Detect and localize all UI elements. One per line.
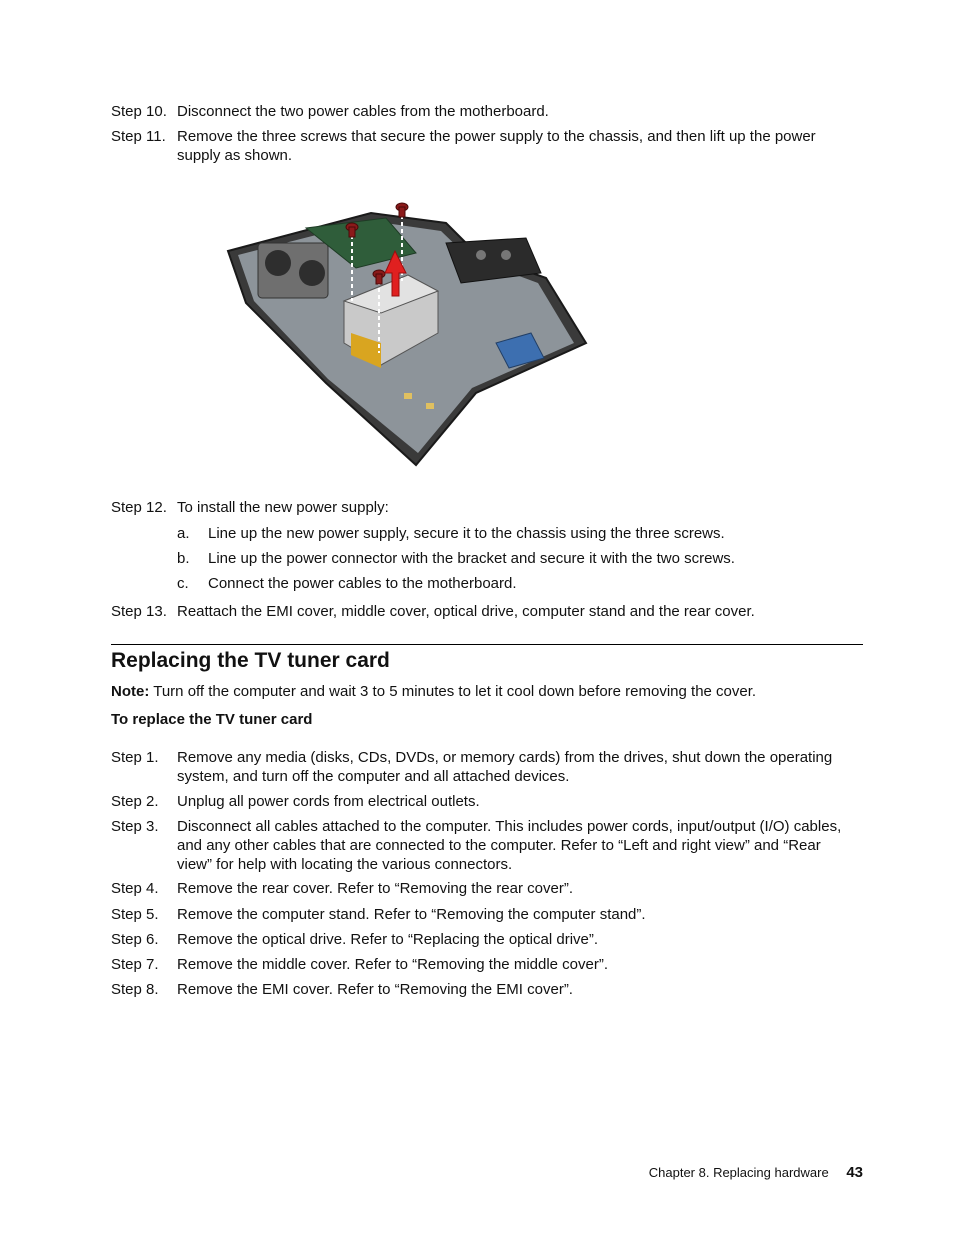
step-4 [111, 879, 863, 898]
step-number: Step 1. [111, 749, 159, 766]
note-text: Turn off the computer and wait 3 to 5 minutes to let it cool down before removing the cover. [153, 683, 757, 700]
section-title: Replacing the TV tuner card [111, 649, 390, 672]
substep-text: Connect the power cables to the motherboard. [208, 575, 517, 592]
step-text: Disconnect all cables attached to the computer. This includes power cords, input/output (I/O) cables, and any other cables that are connected to the computer. Refer to “Left and right view” and “Rear view” for help with locating the various connectors. [177, 818, 842, 873]
step-number: Step 7. [111, 956, 159, 973]
step-number: Step 5. [111, 906, 159, 923]
step-number: Step 4. [111, 880, 159, 897]
step-text: Unplug all power cords from electrical outlets. [177, 793, 480, 810]
step-text: Remove any media (disks, CDs, DVDs, or memory cards) from the drives, shut down the operating system, and turn off the computer and all attached devices. [177, 749, 833, 785]
step-text: Remove the optical drive. Refer to “Replacing the optical drive”. [177, 931, 599, 948]
step-6 [111, 930, 863, 949]
substep-text: Line up the power connector with the bracket and secure it with the two screws. [208, 550, 735, 567]
substep-c [177, 574, 863, 593]
step-number: Step 13. [111, 603, 167, 620]
step-3 [111, 817, 863, 874]
section-divider [111, 644, 863, 645]
step-text: Remove the middle cover. Refer to “Removing the middle cover”. [177, 956, 609, 973]
step-text: Remove the three screws that secure the power supply to the chassis, and then lift up the power supply as shown. [177, 128, 816, 164]
step-text: Remove the rear cover. Refer to “Removing the rear cover”. [177, 880, 573, 897]
substep-text: Line up the new power supply, secure it to the chassis using the three screws. [208, 525, 725, 542]
note-label: Note: [111, 683, 150, 700]
substep-b [177, 549, 863, 568]
footer-chapter: Chapter 8. Replacing hardware [648, 1165, 829, 1180]
step-text: Reattach the EMI cover, middle cover, optical drive, computer stand and the rear cover. [177, 603, 755, 620]
step-12 [111, 498, 863, 517]
power-supply-removal-figure [176, 183, 643, 488]
step-10 [111, 102, 863, 121]
note [111, 682, 756, 701]
step-number: Step 6. [111, 931, 159, 948]
step-5 [111, 905, 863, 924]
substep-a [177, 524, 863, 543]
step-1 [111, 748, 863, 786]
step-text: To install the new power supply: [177, 499, 389, 516]
step-text: Disconnect the two power cables from the motherboard. [177, 103, 549, 120]
substep-letter: c. [177, 575, 189, 592]
substep-letter: b. [177, 550, 190, 567]
step-11 [111, 127, 863, 165]
step-number: Step 11. [111, 128, 166, 145]
substep-letter: a. [177, 525, 190, 542]
page-footer [600, 1163, 863, 1183]
step-8 [111, 980, 863, 999]
step-number: Step 8. [111, 981, 159, 998]
step-number: Step 2. [111, 793, 159, 810]
step-text: Remove the EMI cover. Refer to “Removing the EMI cover”. [177, 981, 573, 998]
step-13 [111, 602, 863, 621]
step-text: Remove the computer stand. Refer to “Removing the computer stand”. [177, 906, 646, 923]
step-number: Step 3. [111, 818, 159, 835]
procedure-heading: To replace the TV tuner card [111, 711, 313, 728]
page-number: 43 [846, 1164, 863, 1181]
step-2 [111, 792, 863, 811]
step-number: Step 10. [111, 103, 167, 120]
step-number: Step 12. [111, 499, 167, 516]
step-7 [111, 955, 863, 974]
